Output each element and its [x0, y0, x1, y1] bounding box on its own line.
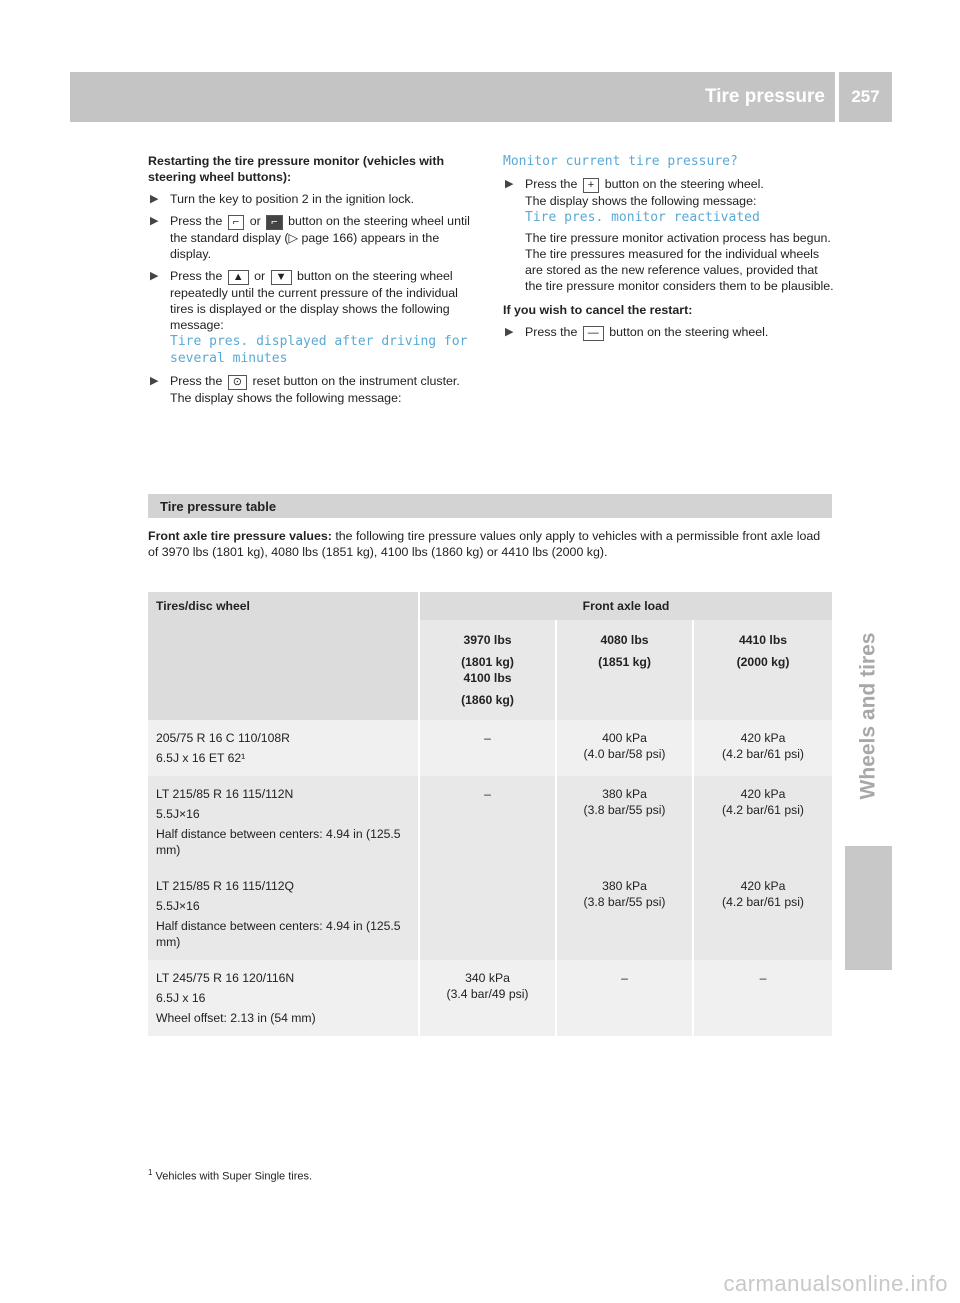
step-text: button on the steering wheel repeatedly until the current pressure of the individual tires is displayed or the display shows the following message:: [170, 269, 458, 332]
step-text: Press the: [525, 177, 578, 191]
phone-key-icon: ⌐: [266, 215, 282, 230]
display-message: Monitor current tire pressure?: [503, 154, 738, 169]
step-item: [148, 373, 483, 406]
pressure-value: 420 kPa: [740, 787, 786, 801]
pressure-cell: [420, 776, 557, 868]
pressure-cell: [694, 776, 832, 868]
step-arrow-icon: ▶: [150, 270, 159, 282]
load-value: 3970 lbs: [463, 633, 512, 647]
page-number: 257: [839, 72, 892, 122]
load-value: 4410 lbs: [738, 633, 788, 647]
pressure-cell: [557, 720, 694, 776]
step-arrow-icon: ▶: [150, 375, 159, 387]
tire-spec: 6.5J x 16 ET 62¹: [156, 751, 246, 765]
tire-spec: Half distance between centers: 4.94 in (125.5 mm): [156, 827, 401, 857]
load-value: (1860 kg): [461, 693, 514, 707]
step-note: The display shows the following message:: [525, 194, 757, 208]
step-text: Press the: [170, 374, 223, 388]
restart-heading: Restarting the tire pressure monitor (vehicles with steering wheel buttons):: [148, 154, 445, 184]
pressure-value: 420 kPa: [740, 731, 786, 745]
tire-spec: LT 245/75 R 16 120/116N: [156, 971, 295, 985]
intro-text: the following tire pressure values only apply to vehicles with a permissible front axle load of 3970 lbs (1801 kg), 4080 lbs (1851 kg), 4100 lbs (1860 kg) or 4410 lbs (2000 kg).: [148, 529, 821, 559]
chapter-side-tab: [845, 596, 892, 836]
pressure-value: 400 kPa: [602, 731, 647, 745]
pressure-value: (3.4 bar/49 psi): [446, 987, 529, 1001]
step-item: [148, 191, 483, 207]
tire-spec: LT 215/85 R 16 115/112Q: [156, 879, 294, 893]
footnote-text: Vehicles with Super Single tires.: [155, 1170, 313, 1183]
chapter-marker-block: [845, 846, 892, 970]
right-column: [503, 153, 838, 347]
pressure-value: (3.8 bar/55 psi): [583, 895, 666, 909]
table-subheader-row: [148, 620, 832, 720]
load-value: (1801 kg): [461, 655, 514, 669]
pressure-value: –: [621, 971, 628, 985]
step-text: Press the: [170, 269, 223, 283]
pressure-value: (4.0 bar/58 psi): [583, 747, 666, 761]
pressure-value: 420 kPa: [740, 879, 786, 893]
tire-spec: 5.5J×16: [156, 899, 200, 913]
step-text: reset button on the instrument cluster.: [252, 374, 460, 388]
pressure-value: 380 kPa: [602, 879, 647, 893]
tire-spec: 205/75 R 16 C 110/108R: [156, 731, 290, 745]
col-header-front-axle-load: Front axle load: [420, 592, 832, 620]
step-text: or: [249, 214, 261, 228]
left-column: [148, 153, 483, 412]
tire-cell: [148, 960, 420, 1036]
tire-pressure-table: [148, 592, 832, 1036]
step-note: The display shows the following message:: [170, 391, 402, 405]
intro-label: Front axle tire pressure values:: [148, 529, 332, 543]
col-header-tires: Tires/disc wheel: [148, 592, 420, 620]
pressure-cell: [420, 720, 557, 776]
pressure-value: (4.2 bar/61 psi): [722, 895, 804, 909]
table-row: [148, 720, 832, 776]
footnote-mark: 1: [148, 1168, 153, 1177]
step-item: [503, 324, 838, 341]
load-value: (1851 kg): [598, 655, 651, 669]
display-message: Tire pres. monitor reactivated: [525, 210, 760, 225]
step-arrow-icon: ▶: [505, 326, 514, 338]
minus-key-icon: —: [583, 326, 604, 341]
load-value: 4100 lbs: [463, 671, 512, 685]
tire-cell: [148, 720, 420, 776]
step-arrow-icon: ▶: [505, 178, 514, 190]
tire-spec: 5.5J×16: [156, 807, 200, 821]
pressure-cell: [420, 868, 557, 960]
table-row: [148, 776, 832, 868]
step-text: Press the: [170, 214, 223, 228]
table-row: [148, 960, 832, 1036]
pressure-cell: [420, 960, 557, 1036]
pressure-value: 340 kPa: [465, 971, 510, 985]
tire-spec: 6.5J x 16: [156, 991, 206, 1005]
step-text: or: [254, 269, 266, 283]
pressure-cell: [557, 776, 694, 868]
table-header-row: [148, 592, 832, 620]
load-header-3: [694, 620, 832, 720]
pressure-cell: [694, 960, 832, 1036]
step-item: [148, 268, 483, 367]
pressure-value: (4.2 bar/61 psi): [722, 747, 804, 761]
back-key-icon: ⌐: [228, 215, 244, 230]
display-message: Tire pres. displayed after driving for several minutes: [170, 334, 468, 366]
pressure-cell: [557, 960, 694, 1036]
step-arrow-icon: ▶: [150, 193, 159, 205]
pressure-value: –: [484, 731, 491, 745]
tire-spec: Half distance between centers: 4.94 in (125.5 mm): [156, 919, 401, 949]
step-item: [503, 176, 838, 294]
pressure-cell: [694, 868, 832, 960]
load-header-1: [420, 620, 557, 720]
pressure-value: (3.8 bar/55 psi): [583, 803, 666, 817]
tire-cell: [148, 868, 420, 960]
pressure-value: –: [484, 787, 491, 801]
pressure-value: –: [759, 971, 767, 985]
cancel-heading: If you wish to cancel the restart:: [503, 303, 693, 317]
page-header: [70, 72, 892, 122]
step-arrow-icon: ▶: [150, 215, 159, 227]
step-text: button on the steering wheel.: [609, 325, 769, 339]
up-key-icon: ▲: [228, 270, 249, 285]
down-key-icon: ▼: [271, 270, 292, 285]
pressure-cell: [694, 720, 832, 776]
footnote: [148, 1168, 312, 1183]
table-header-spacer: [148, 620, 420, 720]
plus-key-icon: +: [583, 178, 599, 193]
step-text: Press the: [525, 325, 578, 339]
pressure-value: 380 kPa: [602, 787, 647, 801]
pressure-value: (4.2 bar/61 psi): [722, 803, 804, 817]
step-text: button on the steering wheel until the standard display (▷ page 166) appears in the display.: [170, 214, 470, 261]
load-value: (2000 kg): [736, 655, 790, 669]
reset-button-icon: ⊙: [228, 375, 247, 390]
step-text: Turn the key to position 2 in the ignition lock.: [170, 192, 415, 206]
table-intro: [148, 528, 832, 560]
tire-cell: [148, 776, 420, 868]
chapter-label: Wheels and tires: [856, 632, 880, 800]
tire-spec: LT 215/85 R 16 115/112N: [156, 787, 294, 801]
table-row: [148, 868, 832, 960]
load-value: 4080 lbs: [600, 633, 649, 647]
step-text: button on the steering wheel.: [604, 177, 764, 191]
step-item: [148, 213, 483, 262]
step-description: The tire pressure monitor activation process has begun. The tire pressures measured for the individual wheels are stored as the new reference values, provided that the tire pressure monitor considers them to be plausible.: [525, 231, 834, 293]
tire-pressure-table-heading: Tire pressure table: [148, 494, 832, 518]
pressure-cell: [557, 868, 694, 960]
section-title: Tire pressure: [70, 72, 835, 122]
tire-spec: Wheel offset: 2.13 in (54 mm): [156, 1011, 316, 1025]
load-header-2: [557, 620, 694, 720]
site-watermark: carmanualsonline.info: [723, 1271, 948, 1296]
